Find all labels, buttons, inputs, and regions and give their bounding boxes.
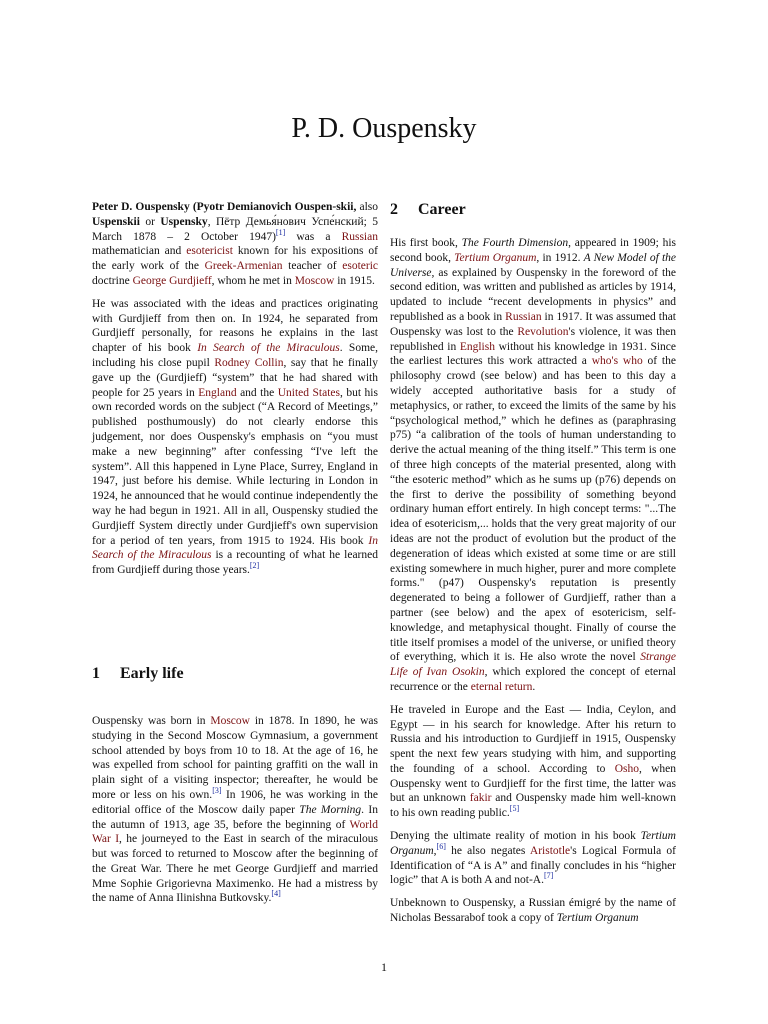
text-run: was a <box>285 230 342 243</box>
article-link[interactable]: Rodney Collin <box>214 356 284 369</box>
article-link[interactable]: George Gurdjieff <box>132 274 212 287</box>
article-link[interactable]: Revolution <box>517 325 569 338</box>
article-link[interactable]: United States <box>277 386 340 399</box>
citation-link[interactable]: [2] <box>249 561 260 571</box>
citation-link[interactable]: [7] <box>543 871 554 881</box>
text-run: Tertium Organum <box>556 912 639 925</box>
text-run: A New Model of the Universe, <box>390 251 677 279</box>
text-run: . Some, including his close pupil <box>92 342 378 369</box>
article-link[interactable]: Moscow <box>294 274 335 287</box>
text-run: 's violence, it was then republished in <box>390 325 676 353</box>
text-run: The Morning <box>299 803 362 816</box>
article-link[interactable]: Moscow <box>210 714 250 727</box>
text-run: Denying the ultimate reality of motion in his book <box>390 830 641 843</box>
text-run: In 1906, he was working in the editorial office of the Moscow daily paper <box>92 788 378 816</box>
text-run: in 1878. In 1890, he was studying in the Second Moscow Gymnasium, a government school attended by boys from 10 to 18. At the age of 16, he was expelled from school for painting graffiti on the wall in plain sight of a visiting inspector; thereafter, he would be more or less on his own. <box>92 714 378 801</box>
career-paragraph-2 <box>390 703 676 821</box>
article-link[interactable]: Russian <box>341 230 378 243</box>
article-link[interactable]: Russian <box>505 310 542 323</box>
text-run: Ouspensky was born in <box>92 714 211 727</box>
text-run: he also negates <box>445 844 530 857</box>
text-run: mathematician and <box>92 245 187 258</box>
text-run: of the philosophy crowd (see below) and has been to this day a widely accepted authoritative basis for a study of metaphysics, or rather, to exceed the limits of the same by his “psychological method,” which he defines as (paraphrasing p75) “a calibration of the tools of human understanding to derive the actual meaning of the thing itself.” This term is one of three high concepts of the material presented, along with “the esoteric method” which as he sums up (p76) depends on the first to derive the possibility of something beyond ordinary human effort entirely. In high concept terms: "...The idea of esotericism,... holds that the very great majority of our ideas are not the product of evolution but the product of the degeneration of ideas which existed at some time or are still existing somewhere in much higher, purer and more complete forms." (p47) Ouspensky's reputation is presently degenerated to being a follower of Gurdjieff, rather than a partner (see below) and the apex of esotericism, self-knowledge, and metaphysical thought. Finally of course the title itself promises a model of the universe, or unified theory of everything, which it is. He also wrote the novel <box>390 355 676 664</box>
text-run: is a recounting of what he learned from Gurdjieff during those years. <box>92 549 378 577</box>
text-run: and the <box>236 386 278 399</box>
text-run: Peter D. Ouspensky (Pyotr Demianovich Ouspen-skii, <box>92 201 357 213</box>
section-number: 1 <box>92 664 100 682</box>
text-run: , <box>433 844 437 857</box>
article-link[interactable]: Osho <box>614 762 639 775</box>
text-run: Unbeknown to Ouspensky, a Russian émigré by the name of Nicholas Bessarabof took a copy of <box>390 897 676 925</box>
text-run: known for his expositions of the early work of the <box>92 245 379 273</box>
text-run: Tertium Organum <box>390 830 676 857</box>
text-run: He traveled in Europe and the East — India, Ceylon, and Egypt — in his search for knowledge. After his return to Russia and his introduction to Gurdjieff in 1915, Ouspensky spent the next few years studying with him, and supporting the founding of a school. According to <box>390 703 676 775</box>
citation-link[interactable]: [4] <box>271 889 281 899</box>
text-run: His first book, <box>390 237 462 249</box>
section-heading-career <box>390 200 676 220</box>
text-run: teacher of <box>282 260 343 273</box>
section-heading-early-life <box>92 664 378 684</box>
article-link[interactable]: Tertium Organum <box>454 251 537 264</box>
section-title: Early life <box>120 664 184 682</box>
citation-link[interactable]: [1] <box>275 227 286 237</box>
article-link[interactable]: Strange Life of Ivan Osokin <box>390 651 676 679</box>
article-link[interactable]: esoteric <box>342 260 378 273</box>
citation-link[interactable]: [6] <box>436 842 446 852</box>
citation-link[interactable]: [3] <box>212 786 222 796</box>
article-link[interactable]: In Search of the Miraculous <box>197 342 340 355</box>
article-link[interactable]: esotericist <box>186 245 233 258</box>
text-run: Uspenskii <box>92 215 140 228</box>
text-run: as explained by Ouspensky in the foreword of the second edition, was written and published as articles by 1914, updated to include “recent developments in physics” and republished as a book in <box>390 266 676 323</box>
intro-paragraph-2 <box>92 297 378 578</box>
text-run: , Пётр Демья́нович Успе́нский; 5 March 1878 – 2 October 1947) <box>92 215 378 243</box>
text-run: 's Logical Formula of Identification of “A is A” and finally concludes in his “higher logic” that A is both A and not-A. <box>390 844 676 887</box>
article-link[interactable]: eternal return <box>470 680 533 693</box>
text-run: He was associated with the ideas and practices originating with Gurdjieff from then on. In 1924, he separated from Gurdjieff personally, for reasons he explains in the last chapter of his book <box>92 297 378 355</box>
article-link[interactable]: English <box>459 340 495 353</box>
text-run: doctrine <box>92 274 133 287</box>
text-run: . In the autumn of 1913, age 35, before the beginning of <box>92 803 378 831</box>
text-run: also <box>356 201 378 213</box>
section-number: 2 <box>390 201 398 218</box>
left-column <box>92 200 378 914</box>
text-run: in 1917. It was assumed that Ouspensky was lost to the <box>390 310 676 338</box>
article-link[interactable]: who's who <box>591 355 643 368</box>
text-run: , in 1912. <box>536 251 584 264</box>
career-paragraph-3 <box>390 829 676 888</box>
text-run: and Ouspensky made him well-known to his own reading public. <box>390 792 676 820</box>
text-run: , but his own recorded words on the subject (“A Record of Meetings,” published posthumously) do not clearly endorse this judgement, nor does Ouspensky's emphasis on “you must make a new beginning” after confessing “I've left the system”. All this happened in Lyne Place, Surrey, England in 1947, just before his demise. While lecturing in London in 1924, he announced that he would continue independently the way he had begun in 1921. All in all, Ouspensky studied the Gurdjieff System directly under Gurdjieff's own supervision for a period of ten years, from 1915 to 1924. His book <box>92 386 378 547</box>
text-run: Uspensky <box>160 215 208 228</box>
article-link[interactable]: fakir <box>469 792 492 805</box>
text-run: , say that he finally gave up the (Gurdjieff) “system” that he had shared with people for 25 years in <box>92 356 378 399</box>
text-run: , he journeyed to the East in search of the miraculous but was forced to returned to Moscow after the beginning of the Great War. There he met George Gurdjieff and married Mme Sophie Grigorievna Maximenko. He had a mistress by the name of Anna Ilinishna Butkovsky. <box>92 833 379 905</box>
article-link[interactable]: Greek-Armenian <box>204 260 283 273</box>
career-paragraph-4 <box>390 896 676 926</box>
text-run: , which explored the concept of eternal recurrence or the <box>390 666 676 693</box>
text-run: , appeared in 1909; his second book, <box>390 237 676 264</box>
article-link[interactable]: England <box>198 386 237 399</box>
page-title: P. D. Ouspensky <box>291 113 477 144</box>
page-number: 1 <box>381 960 387 974</box>
article-link[interactable]: World War I <box>92 818 378 846</box>
section-title: Career <box>418 201 466 218</box>
text-run: , whom he met in <box>211 274 295 287</box>
text-run: The Fourth Dimension <box>461 237 569 249</box>
text-run: or <box>139 215 161 228</box>
citation-link[interactable]: [5] <box>509 804 520 814</box>
article-link[interactable]: In Search of the Miraculous <box>92 534 378 562</box>
text-run: , when Ouspensky went to Gurdjieff for the first time, the latter was but an unknown <box>390 762 676 805</box>
early-life-paragraph-1 <box>92 714 378 906</box>
right-column <box>390 200 676 934</box>
article-link[interactable]: Aristotle <box>529 844 571 857</box>
text-run: without his knowledge in 1931. Since the earliest lectures this work attracted a <box>390 340 677 368</box>
text-run: in 1915. <box>334 274 375 287</box>
text-run: . <box>532 680 536 693</box>
intro-paragraph-1 <box>92 200 378 289</box>
career-paragraph-1 <box>390 236 676 695</box>
